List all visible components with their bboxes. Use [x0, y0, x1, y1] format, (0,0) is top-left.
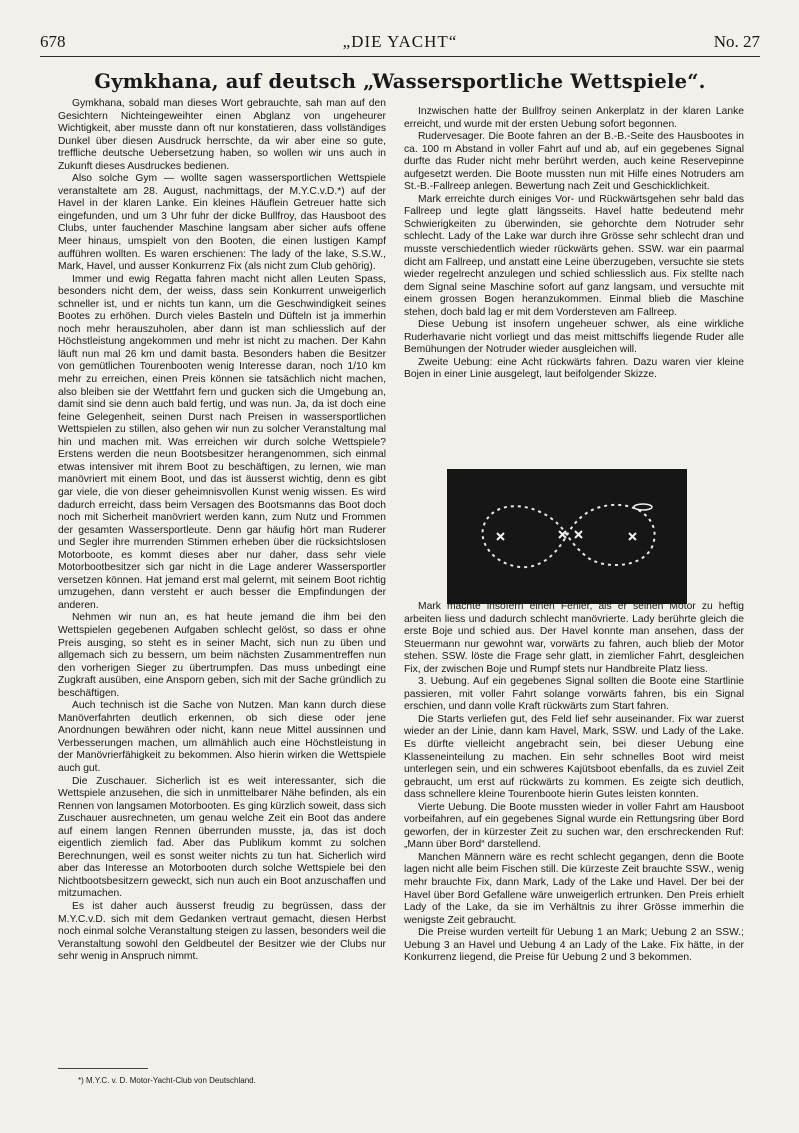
right-column-top: [404, 106, 744, 382]
paragraph: Es ist daher auch äusserst freudig zu begrüssen, dass der M.Y.C.v.D. sich mit dem Gedanken vertraut gemacht, diesen Herbst noch einmal solche Veranstaltung steigen zu lassen, besonders weil die Veranstaltung sowohl den Geldbeutel der Besitzer wie der Clubs nur sehr wenig in Anspruch nimmt.: [58, 901, 386, 963]
paragraph: Die Preise wurden verteilt für Uebung 1 an Mark; Uebung 2 an SSW.; Uebung 3 an Havel und Uebung 4 an Lady of the Lake. Fix hätte, in der Konkurrenz liegend, die Preise für Uebung 2 und 3 bekommen.: [404, 927, 744, 964]
paragraph: Inzwischen hatte der Bullfroy seinen Ankerplatz in der klaren Lanke erreicht, und wurde mit der ersten Uebung sofort begonnen.: [404, 106, 744, 130]
article-title: Gymkhana, auf deutsch „Wassersportliche Wettspiele“.: [94, 70, 706, 93]
paragraph: Manchen Männern wäre es recht schlecht gegangen, denn die Boote lagen nicht alle beim Fischen still. Die kürzeste Zeit brauchte SSW., wenig mehr brauchte Fix, dann Mark, Lady of the Lake und Havel. Der bei der Havel über Bord Gefallene wäre unweigerlich ertrunken. Den Preis erhielt Lady of the Lake, da sie im Verhältnis zu ihrer Grösse immerhin die wenigste Zeit gebraucht.: [404, 851, 744, 926]
footnote: *) M.Y.C. v. D. Motor-Yacht-Club von Deutschland.: [78, 1076, 256, 1085]
paragraph: Auch technisch ist die Sache von Nutzen. Man kann durch diese Manöverfahrten deutlich erkennen, ob sich diese oder jene Anordnungen bewähren oder nicht, kann neue Mittel aussinnen und Verbesserungen machen, um allmählich auch eine Höchstleistung in der Manövrierfähigkeit zu bekommen. Also hierin wirken die Wettspiele auch gut.: [58, 700, 386, 774]
sketch-svg: [447, 469, 687, 604]
boat-shape: [634, 504, 652, 510]
paragraph: Mark erreichte durch einiges Vor- und Rückwärtsgehen sehr bald das Fallreep und legte glatt längsseits. Havel hatte bedeutend mehr Schwierigkeiten zu überwinden, sie gehorchte dem Notruder sehr schlecht. Lady of the Lake war durch ihre Grösse sehr schlecht dran und musste verschiedentlich wieder rückwärts gehen. SSW. war ein paarmal dicht am Fallreep, und anstatt eine Leine überzugeben, versuchte sie stets wieder regelrecht anzulegen und schied schliesslich aus. Fix stellte nach dem Signal seine Maschine sofort auf ganz langsam, und versuchte mit einem grossen Bogen heranzukommen. Einmal blieb die Maschine stehen, doch bald lag er mit dem Vordersteven am Fallreep.: [404, 193, 745, 318]
paragraph: Mark machte insofern einen Fehler, als er seinen Motor zu heftig arbeiten liess und dadurch schlecht manövrierte. Lady berührte gleich die erste Boje und schied aus. Der Havel konnte man ansehen, dass der Steuermann nur gewohnt war, vorwärts zu fahren, auch blieb der Motor stehen. SSW. löste die Frage sehr glatt, in ziemlicher Fahrt, desgleichen Fix, der zwischen Boje und Rumpf stets nur Handbreite Platz liess.: [404, 601, 744, 675]
header-rule: [40, 56, 760, 57]
buoy-3-icon: [575, 531, 582, 538]
paragraph: Immer und ewig Regatta fahren macht nicht allen Leuten Spass, besonders nicht dem, der weiss, dass sein Konkurrent unweigerlich schneller ist, und er nichts tun kann, um die Geschwindigkeit seines Bootes zu erhöhen. Durch vieles Basteln und Düfteln ist ja immerhin noch mehr herauszuholen, aber dann ist man schliesslich auf der Höchstleistung angekommen und mehr ist nicht zu machen. Der Kahn läuft nun mal 26 km und damit basta. Besonders haben die Besitzer von gemütlichen Tourenbooten wenig Interesse daran, noch 1/10 km mehr zu erreichen, einen Preis können sie tatsächlich nicht machen, also bleiben sie der Wettfahrt fern und gucken sich die Umgebung an, damit sind sie denn auch bald fertig, und was nun. Ja, da ist doch eine feine Gelegenheit, seinen Durst nach Preisen in wassersportlichen Wettspielen zu stillen, also gehen wir nun zu solcher Veranstaltung mal hin und machen mit. Was erreichen wir durch solche Wettspiele? Erstens werden die neun Bootsbesitzer herangenommen, sich einmal etwas intensiver mit ihrem Boot zu beschäftigen, zu lernen, wie man manövriert mit einem Boot, und das ist äusserst wichtig, denn es gibt gar viele, die von dieser geheimnisvollen Kunst wenig wissen. Es wird dadurch erreicht, dass beim Versagen des Bootsmanns das Boot doch noch mit Sicherheit manövriert werden kann, zum Nutz und Frommen der gesamten Wassersportleute. Denn gar häufig hört man Ruderer und Segler ihre murrenden Stimmen erheben über die rücksichtslosen Motorboote, es kommt dieses aber nur daher, dass sehr viele Motorbootbesitzer sich gar nicht in die Lage anderer Wassersportler versetzen können. Hat jemand erst mal gelernt, mit seinem Boot richtig umzugehen, dann versteht er auch besser die Empfindungen der anderen.: [58, 273, 386, 611]
buoy-4-icon: [629, 533, 636, 540]
left-column: [58, 98, 386, 964]
buoys: [497, 531, 636, 540]
right-column-bottom: [404, 601, 744, 965]
paragraph: Die Zuschauer. Sicherlich ist es weit interessanter, sich die Wettspiele anzusehen, die sich in unmittelbarer Nähe befinden, als ein Rennen von langsamen Motorbooten. Es ging kürzlich soweit, dass sich Zuschauer ausrechneten, um genau welche Zeit ein Boot das andere auf einem langen Rennen überrunden musste, ja, das ist doch eigentlich ziemlich fad. Aber das Publikum kommt zu solchen Berechnungen, weil es sonst weiter nichts zu tun hat. Sicherlich wird aber das Interesse an Motorbooten durch solche Wettspiele bei den Nichtbootsbesitzern geweckt, sich nun auch ein Boot anzuschaffen und mitzumachen.: [58, 775, 386, 900]
paragraph: Rudervesager. Die Boote fahren an der B.-B.-Seite des Hausbootes in ca. 100 m Abstand in voller Fahrt auf und ab, auf ein gegebenes Signal durfte das Ruder nicht mehr berührt werden, auch keine Reservepinne aufgesetzt werden. Die Boote mussten nun mit Hilfe eines Notruders am St.-B.-Fallreep anlegen. Bewertung nach Zeit und Geschicklichkeit.: [404, 131, 744, 193]
buoy-2-icon: [559, 531, 566, 538]
page-number: 678: [40, 32, 66, 51]
paragraph: Zweite Uebung: eine Acht rückwärts fahren. Dazu waren vier kleine Bojen in einer Linie ausgelegt, laut beifolgender Skizze.: [404, 356, 744, 381]
paragraph: Nehmen wir nun an, es hat heute jemand die ihm bei den Wettspielen gegebenen Aufgaben schlecht gelöst, so dass er ohne Preis ausging, so steht es in seiner Macht, sich nun zu üben und allgemach sich zu bessern, um beim nächsten Zusammentreffen nun den vorherigen Sieger zu übertrumpfen. Das muss unbedingt eine Zugkraft ausüben, eine Ansporn geben, sich mit der Sache gründlich zu beschäftigen.: [58, 612, 386, 699]
paragraph: Also solche Gym — wollte sagen wassersportlichen Wettspiele veranstaltete am 28. August, nachmittags, der M.Y.C.v.D.*) auf der Havel in der klaren Lanke. Ein kleines Häuflein Getreuer hatte sich eingefunden, und um 3 Uhr fuhr der dicke Bullfroy, das Hausboot des Clubs, unter fauchender Maschine langsam aber sicher aufs offene Meer hinaus, umspielt von den Booten, die einen lustigen Kampf aufführen wollten. Es waren erschienen: The lady of the lake, S.S.W., Mark, Havel, und ausser Konkurrenz Fix (als nicht zum Club gehörig).: [58, 173, 386, 273]
buoy-1-icon: [497, 533, 504, 540]
paragraph: 3. Uebung. Auf ein gegebenes Signal sollten die Boote eine Startlinie passieren, mit voller Fahrt solange vorwärts fahren, bis ein Signal erschien, und dann volle Kraft rückwärts zum Start fahren.: [404, 676, 744, 713]
paragraph: Diese Uebung ist insofern ungeheuer schwer, als eine wirkliche Ruderhavarie nicht vorliegt und das meist mittschiffs liegende Ruder alle Bemühungen der Notruder wieder ausgleichen will.: [404, 319, 744, 356]
issue-number: No. 27: [713, 32, 760, 51]
paragraph: Die Starts verliefen gut, des Feld lief sehr auseinander. Fix war zuerst wieder an der Linie, dann kam Havel, Mark, SSW. und Lady of the Lake. Es dürfte vielleicht angebracht sein, bei dieser Uebung eine Klasseneinteilung zu machen. Ein sehr schnelles Boot wird meist unterlegen sein, und ein schweres Kajütsboot ebenfalls, da es zuviel Zeit gebraucht, um erst auf rückwärts zu kommen. Es zeigte sich deutlich, dass schnellere kleine Tourenboote hierin Gutes leisten konnten.: [404, 713, 744, 801]
footnote-rule: [58, 1068, 148, 1069]
page-header: [40, 32, 760, 54]
paragraph: Vierte Uebung. Die Boote mussten wieder in voller Fahrt am Hausboot vorbeifahren, auf ein gegebenes Signal wurde ein Rettungsring über Bord geworfen, der in kürzester Zeit zu suchen war, den erschreckenden Ruf: „Mann über Bord“ darstellend.: [404, 801, 744, 851]
figure-eight-path: [483, 505, 655, 567]
paragraph: Gymkhana, sobald man dieses Wort gebrauchte, sah man auf den Gesichtern Nichteingeweihter einen Abglanz von ungeheurer Wichtigkeit, aber musste dann oft nur konstatieren, dass vollständiges Dunkel über diesen Ausdruck herrschte, da wir aber eine so gute, treffliche deutsche Uebersetzung haben, so wollen wir uns auch in Zukunft dieses Ausdruckes bedienen.: [58, 98, 386, 172]
journal-title: „DIE YACHT“: [342, 32, 458, 51]
figure-eight-sketch: [447, 469, 687, 604]
